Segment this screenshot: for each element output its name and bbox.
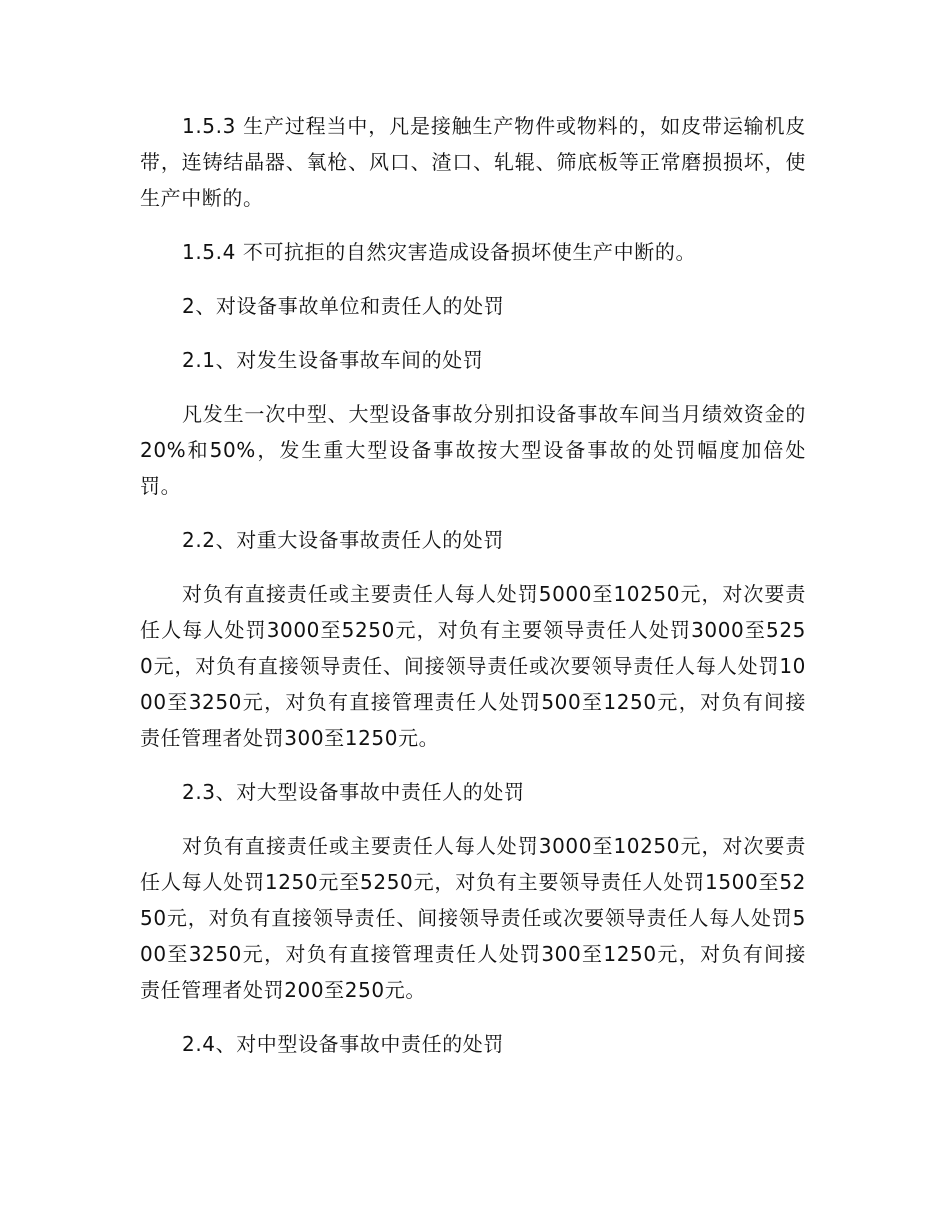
paragraph-2-2-body: 对负有直接责任或主要责任人每人处罚5000至10250元，对次要责任人每人处罚3000至5250元，对负有主要领导责任人处罚3000至5250元，对负有直接领导责任、间接领导责任或次要领导责任人每人处罚1000至3250元，对负有直接管理责任人处罚500至1250元，对负有间接责任管理者处罚300至1250元。 bbox=[140, 582, 806, 750]
paragraph-2-1-body: 凡发生一次中型、大型设备事故分别扣设备事故车间当月绩效资金的20%和50%，发生重大型设备事故按大型设备事故的处罚幅度加倍处罚。 bbox=[140, 402, 806, 498]
section-heading-2-1: 2.1、对发生设备事故车间的处罚 bbox=[182, 348, 484, 372]
paragraph-2-3-body: 对负有直接责任或主要责任人每人处罚3000至10250元，对次要责任人每人处罚1250元至5250元，对负有主要领导责任人处罚1500至5250元，对负有直接领导责任、间接领导责任或次要领导责任人每人处罚500至3250元，对负有直接管理责任人处罚300至1250元，对负有间接责任管理者处罚200至250元。 bbox=[140, 834, 806, 1002]
section-heading-2: 2、对设备事故单位和责任人的处罚 bbox=[182, 294, 505, 318]
section-heading-2-4: 2.4、对中型设备事故中责任的处罚 bbox=[182, 1032, 505, 1056]
section-heading-2-3: 2.3、对大型设备事故中责任人的处罚 bbox=[182, 780, 525, 804]
paragraph-1-5-3: 1.5.3 生产过程当中，凡是接触生产物件或物料的，如皮带运输机皮带，连铸结晶器、氧枪、风口、渣口、轧辊、筛底板等正常磨损损坏，使生产中断的。 bbox=[140, 114, 806, 210]
section-heading-2-2: 2.2、对重大设备事故责任人的处罚 bbox=[182, 528, 505, 552]
paragraph-1-5-4: 1.5.4 不可抗拒的自然灾害造成设备损坏使生产中断的。 bbox=[182, 240, 697, 264]
